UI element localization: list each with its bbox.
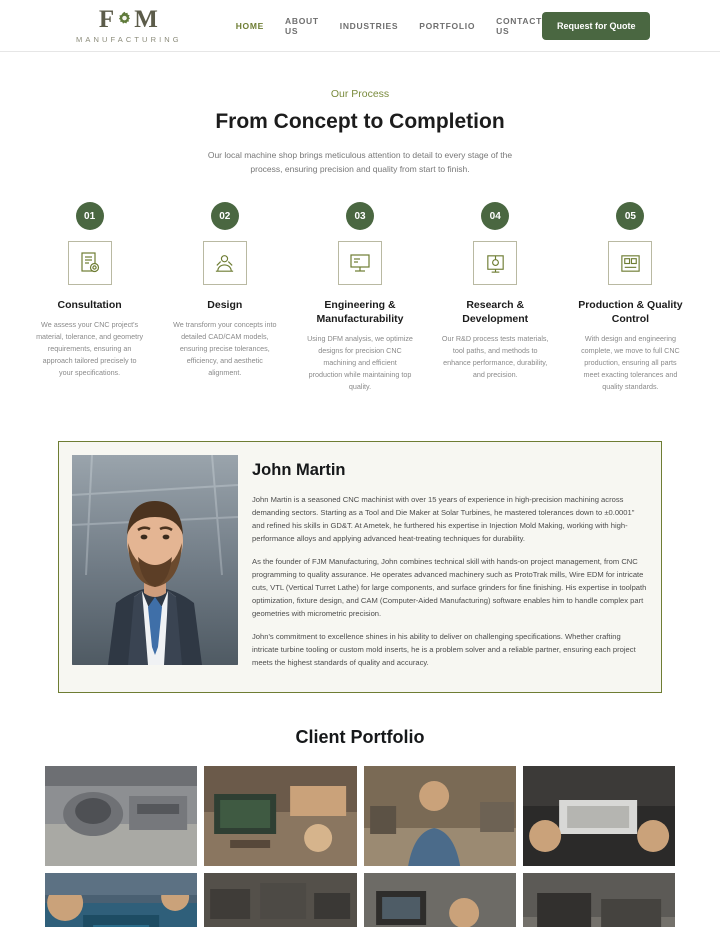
founder-bio-section [0, 403, 720, 694]
section-subtitle: Our local machine shop brings meticulous attention to detail to every stage of the process, ensuring precision and quality from start to finish. [207, 150, 513, 175]
bio-paragraph-1: John Martin is a seasoned CNC machinist with over 15 years of experience in high-precision machining across demanding sectors. Starting as a Tool and Die Maker at Solar Turbines, he mastered tolerances down to ±0.0001" and refined his skills in GD&T. At Ametek, he furthered his expertise in Injection Mold Making, working with high-performance alloys and applying advanced heat-treating techniques for durability. [252, 494, 635, 543]
cad-design-icon [203, 241, 247, 285]
avatar [72, 455, 238, 665]
portfolio-title: Client Portfolio [295, 727, 425, 748]
nav-item-contact-us[interactable]: CONTACT US [496, 15, 542, 36]
portfolio-tile-6[interactable] [204, 873, 356, 927]
step-title: Production & Quality Control [578, 299, 683, 326]
portfolio-section [0, 693, 720, 927]
step-description: Our R&D process tests materials, tool paths, and methods to enhance performance, durability, and precision. [441, 334, 549, 379]
nav-item-portfolio[interactable]: PORTFOLIO [419, 20, 476, 31]
site-logo[interactable] [76, 7, 182, 44]
bio-paragraph-3: John's commitment to excellence shines in his ability to deliver on challenging specifications. Whether crafting intricate turbine tooling or custom mold inserts, he is a problem solver and a reliable partner, ensuring each project meets the highest standards of quality and accuracy. [252, 632, 636, 668]
portfolio-tile-8[interactable] [523, 873, 675, 927]
section-eyebrow: Our Process [330, 88, 390, 100]
logo-letter-m: M [134, 6, 159, 33]
step-number-badge: 02 [211, 202, 239, 230]
process-steps [0, 202, 720, 393]
portfolio-grid [0, 766, 720, 927]
gear-icon [116, 11, 133, 28]
portfolio-tile-1[interactable] [45, 766, 197, 866]
nav-item-industries[interactable]: INDUSTRIES [339, 20, 399, 31]
step-number-badge: 03 [346, 202, 374, 230]
step-title: Research & Development [462, 299, 529, 326]
step-description: We transform your concepts into detailed CAD/CAM models, ensuring precise tolerances, efficiency, and aesthetic alignment. [173, 320, 277, 377]
monitor-engineering-icon [338, 241, 382, 285]
step-description: With design and engineering complete, we move to full CNC production, ensuring all parts meet exacting tolerances and quality standards. [581, 334, 680, 391]
logo-subtitle: MANUFACTURING [76, 35, 182, 44]
bio-paragraph-2: As the founder of FJM Manufacturing, John combines technical skill with hands-on project management, from CNC programming to quality assurance. He operates advanced machinery such as ProtoTrak mills, Wire EDM for intricate cuts, VTL (Vertical Turret Lathe) for large components, and surface grinders for fine finishing. His expertise in toolpath optimization, fixture design, and CAM (Computer-Aided Manufacturing) software enables him to handle complex part geometries with micrometric precision. [252, 556, 647, 619]
portfolio-tile-3[interactable] [364, 766, 516, 866]
main-nav [236, 16, 542, 36]
step-description: We assess your CNC project's material, tolerance, and geometry requirements, ensuring an approach tailored precisely to your specifications. [36, 320, 144, 377]
portfolio-tile-7[interactable] [364, 873, 516, 927]
step-title: Design [207, 299, 243, 312]
research-microscope-icon [473, 241, 517, 285]
site-header [0, 0, 720, 52]
step-title: Consultation [57, 299, 122, 312]
process-step-2 [157, 202, 292, 393]
logo-mark [99, 7, 159, 32]
page-title: From Concept to Completion [215, 110, 505, 133]
process-section [0, 52, 720, 403]
quality-control-icon [608, 241, 652, 285]
bio-name: John Martin [252, 460, 346, 479]
step-number-badge: 01 [76, 202, 104, 230]
bio-card [58, 441, 662, 694]
portfolio-tile-2[interactable] [204, 766, 356, 866]
nav-item-about-us[interactable]: ABOUT US [285, 15, 319, 36]
bio-text [252, 455, 648, 680]
process-step-5 [563, 202, 698, 393]
step-number-badge: 04 [481, 202, 509, 230]
step-number-badge: 05 [616, 202, 644, 230]
process-step-3 [292, 202, 427, 393]
step-title: Engineering & Manufacturability [316, 299, 404, 326]
step-description: Using DFM analysis, we optimize designs for precision CNC machining and efficient production while maintaining top quality. [307, 334, 413, 391]
document-gear-icon [68, 241, 112, 285]
process-step-4 [428, 202, 563, 393]
request-quote-button[interactable]: Request for Quote [542, 12, 651, 40]
process-step-1 [22, 202, 157, 393]
portfolio-tile-4[interactable] [523, 766, 675, 866]
nav-item-home[interactable]: HOME [235, 20, 265, 31]
portfolio-tile-5[interactable] [45, 873, 197, 927]
logo-letter-f: F [98, 6, 116, 33]
